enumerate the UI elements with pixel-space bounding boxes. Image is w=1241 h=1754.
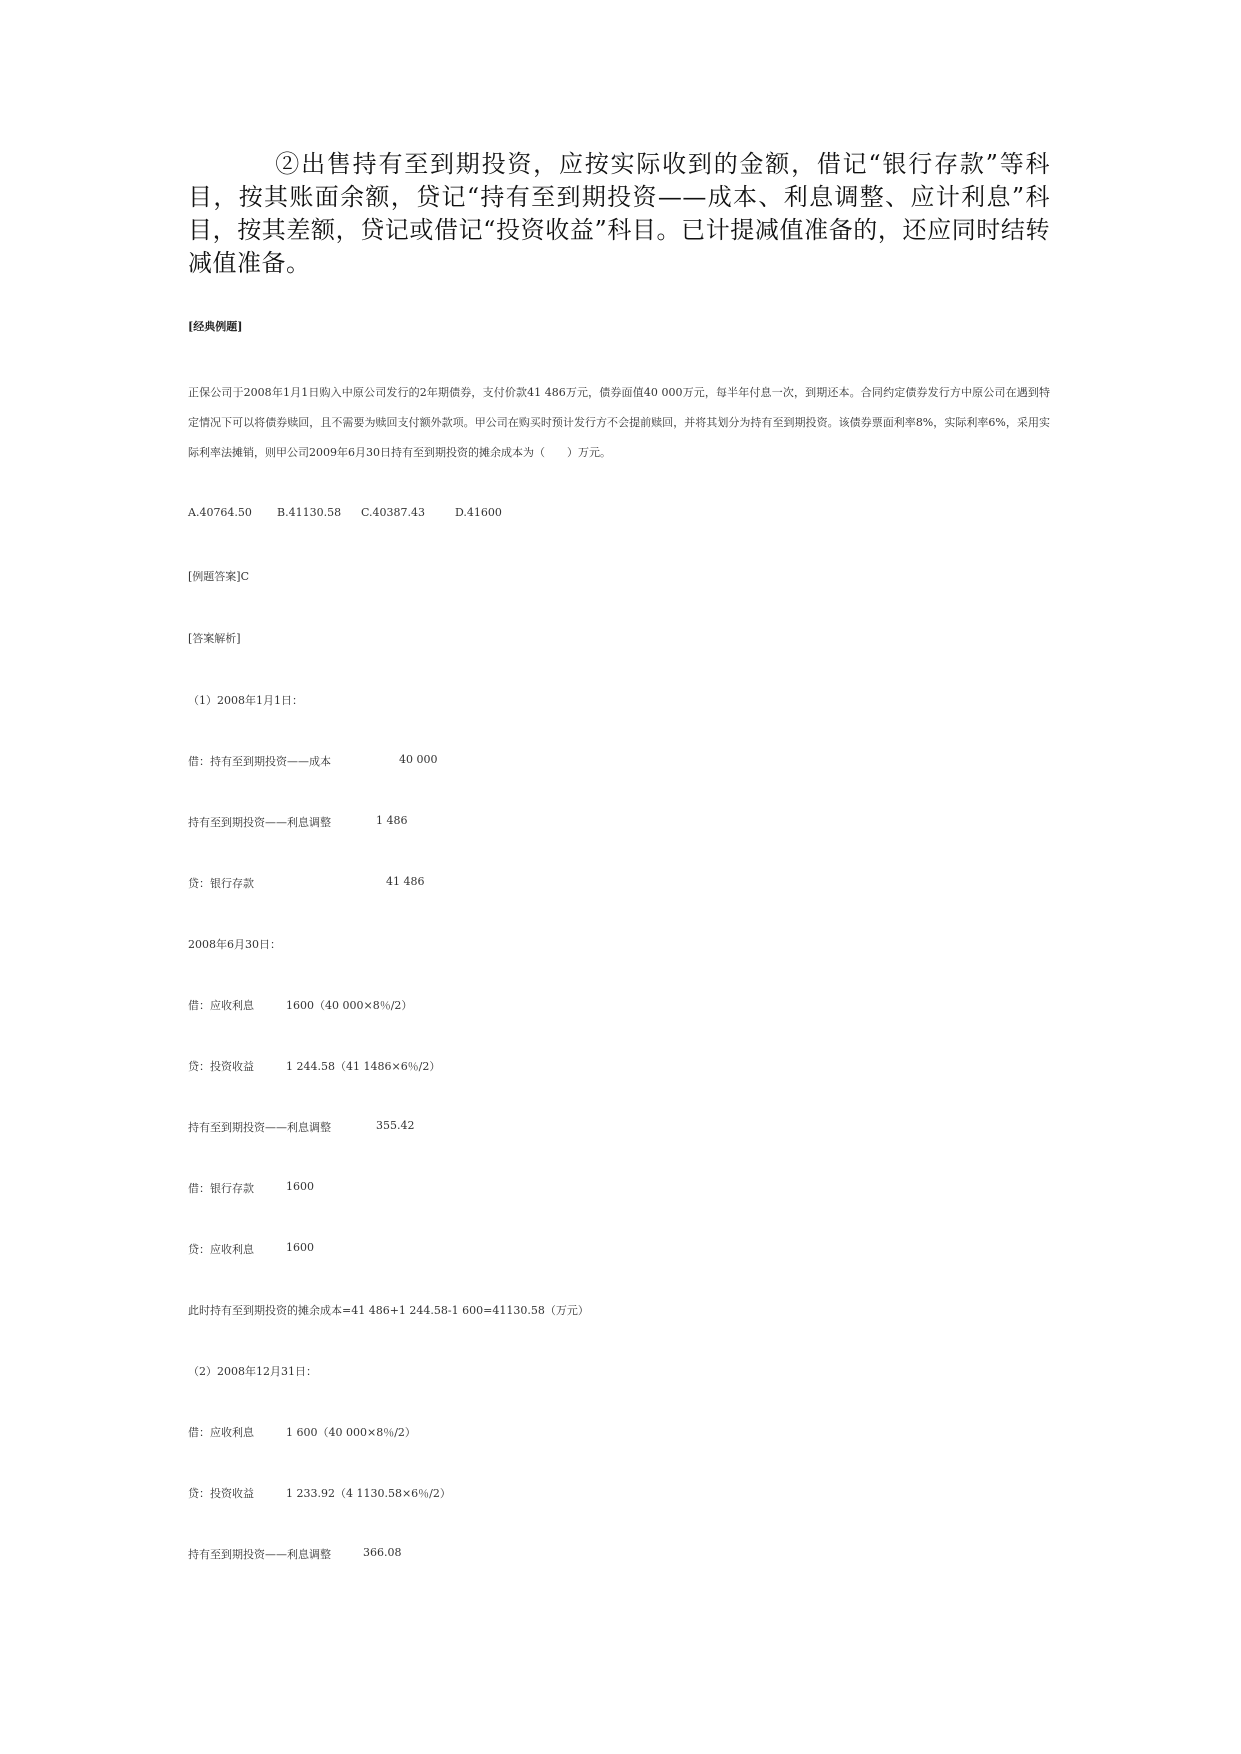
entry-label: （1）2008年1月1日： (188, 694, 303, 707)
entry-amount: 41 486 (386, 875, 425, 888)
option-d: D.41600 (455, 506, 502, 519)
intro-text: ②出售持有至到期投资，应按实际收到的金额，借记“银行存款”等科目，按其账面余额，贷记“持有至到期投资——成本、利息调整、应计利息”科目，按其差额，贷记或借记“投资收益”科目。已计提减值准备的，还应同时结转减值准备。 (188, 150, 1050, 277)
entry-label: 持有至到期投资——利息调整 (188, 1121, 331, 1134)
entry-line (188, 1302, 589, 1318)
entry-line (188, 875, 425, 891)
answer-line: [例题答案]C (188, 570, 249, 583)
entry-line (188, 1363, 317, 1379)
entry-line (188, 1424, 416, 1440)
entry-label: （2）2008年12月31日： (188, 1365, 317, 1378)
option-b: B.41130.58 (277, 506, 342, 519)
answer-options (188, 506, 502, 519)
entry-line (188, 1058, 441, 1074)
entry-line (188, 692, 303, 708)
analysis-title: [答案解析] (188, 632, 241, 645)
entry-amount: 40 000 (399, 753, 438, 766)
entry-amount: 1 244.58（41 1486×6％/2） (286, 1060, 441, 1073)
entry-label: 借：应收利息 (188, 1426, 254, 1439)
entry-label: 借：银行存款 (188, 1182, 254, 1195)
entry-line (188, 936, 281, 952)
entry-amount: 366.08 (363, 1546, 402, 1559)
entry-line (188, 997, 413, 1013)
intro-paragraph (188, 148, 1050, 280)
entry-amount: 1 233.92（4 1130.58×6％/2） (286, 1487, 451, 1500)
entry-label: 持有至到期投资——利息调整 (188, 1548, 331, 1561)
entry-line (188, 814, 408, 830)
entry-label: 此时持有至到期投资的摊余成本=41 486+1 244.58-1 600=41130.58（万元） (188, 1304, 589, 1317)
entry-label: 贷：应收利息 (188, 1243, 254, 1256)
entry-amount: 1 600（40 000×8％/2） (286, 1426, 416, 1439)
option-c: C.40387.43 (361, 506, 426, 519)
entry-line (188, 1241, 314, 1257)
entry-label: 贷：银行存款 (188, 877, 254, 890)
entry-line (188, 1485, 451, 1501)
question-text: 正保公司于2008年1月1日购入中原公司发行的2年期债券，支付价款41 486万元，债券面值40 000万元，每半年付息一次，到期还本。合同约定债券发行方中原公司在遇到特定情况下可以将债券赎回，且不需要为赎回支付额外款项。甲公司在购买时预计发行方不会提前赎回，并将其划分为持有至到期投资。该债券票面利率8%，实际利率6%，采用实际利率法摊销，则甲公司2009年6月30日持有至到期投资的摊余成本为（ ）万元。 (188, 386, 1050, 459)
entry-amount: 1600（40 000×8％/2） (286, 999, 413, 1012)
section-title: [经典例题] (188, 320, 243, 333)
entry-amount: 355.42 (376, 1119, 415, 1132)
entry-amount: 1600 (286, 1241, 314, 1254)
entry-label: 持有至到期投资——利息调整 (188, 816, 331, 829)
entry-label: 贷：投资收益 (188, 1487, 254, 1500)
entry-line (188, 1119, 415, 1135)
entry-label: 借：应收利息 (188, 999, 254, 1012)
entry-amount: 1 486 (376, 814, 408, 827)
entry-label: 2008年6月30日： (188, 938, 281, 951)
entry-label: 借：持有至到期投资——成本 (188, 755, 331, 768)
entry-amount: 1600 (286, 1180, 314, 1193)
option-a: A.40764.50 (188, 506, 252, 519)
entry-label: 贷：投资收益 (188, 1060, 254, 1073)
entry-line (188, 1180, 314, 1196)
entry-line (188, 1546, 402, 1562)
entry-line (188, 753, 438, 769)
